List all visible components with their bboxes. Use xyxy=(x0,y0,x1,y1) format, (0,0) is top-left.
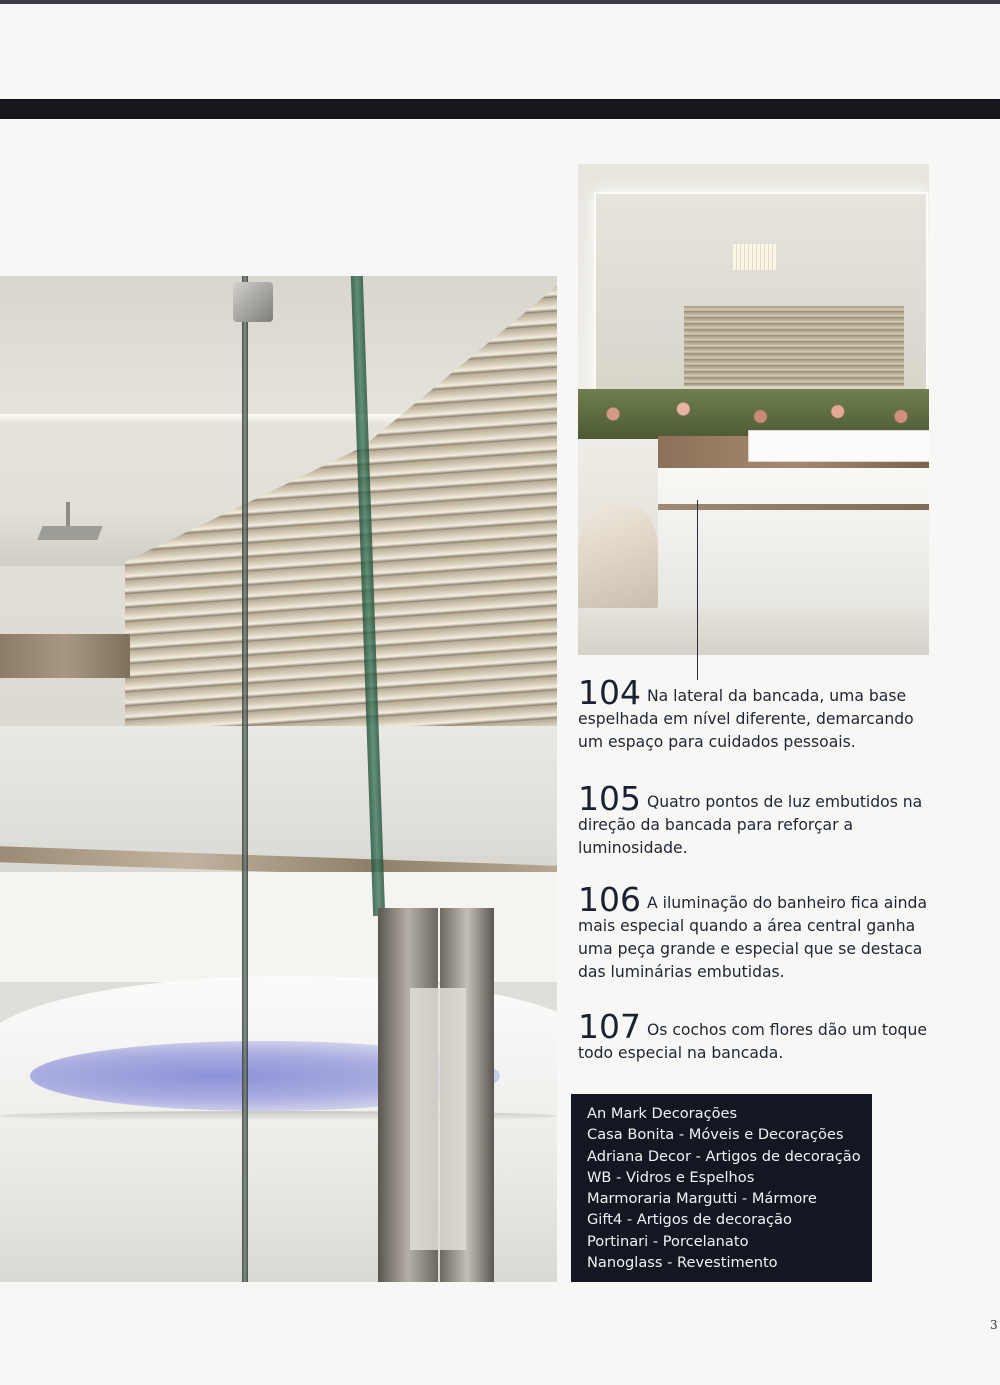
floor xyxy=(578,608,929,655)
caption-number: 106 xyxy=(578,880,641,919)
vanity-cabinet xyxy=(658,468,929,608)
caption-106 xyxy=(578,880,938,984)
sink-basin xyxy=(748,430,929,462)
page-number: 3 xyxy=(990,1318,998,1332)
credits-box xyxy=(571,1094,872,1282)
bathtub-photo xyxy=(0,276,557,1282)
vanity-chair xyxy=(578,504,658,614)
mirror-blinds-reflection xyxy=(684,306,904,386)
glass-door-edge xyxy=(242,276,248,1282)
door-handle-gap xyxy=(410,988,466,1250)
header-bar xyxy=(0,99,1000,119)
credit-line: Portinari - Porcelanato xyxy=(587,1232,749,1250)
cabinet-stone-strip xyxy=(658,504,929,510)
credit-line: WB - Vidros e Espelhos xyxy=(587,1168,755,1186)
page-top-edge xyxy=(0,0,1000,4)
caption-number: 107 xyxy=(578,1007,641,1046)
door-hinge xyxy=(233,282,273,322)
credit-line: Gift4 - Artigos de decoração xyxy=(587,1211,792,1229)
credit-line: Casa Bonita - Móveis e Decorações xyxy=(587,1126,844,1144)
caption-104 xyxy=(578,673,938,754)
shower-pipe xyxy=(66,502,70,528)
caption-text: Na lateral da bancada, uma base espelhada em nível diferente, demarcando um espaço para cuidados pessoais. xyxy=(578,687,914,751)
caption-107 xyxy=(578,1007,938,1065)
caption-number: 104 xyxy=(578,673,641,712)
credit-line: An Mark Decorações xyxy=(587,1105,738,1122)
caption-text: Quatro pontos de luz embutidos na direção da bancada para reforçar a luminosidade. xyxy=(578,793,923,857)
caption-number: 105 xyxy=(578,779,641,818)
chandelier xyxy=(733,244,777,270)
caption-text: Os cochos com flores dão um toque todo especial na bancada. xyxy=(578,1021,927,1062)
caption-105 xyxy=(578,779,938,860)
rain-shower-head xyxy=(37,526,102,540)
caption-text: A iluminação do banheiro fica ainda mais especial quando a área central ganha uma peça grande e especial que se destaca das luminárias embutidas. xyxy=(578,894,928,981)
credit-line: Adriana Decor - Artigos de decoração xyxy=(587,1147,861,1165)
vanity-photo xyxy=(578,164,929,655)
callout-pointer-line xyxy=(697,500,698,680)
credit-line: Marmoraria Margutti - Mármore xyxy=(587,1190,817,1208)
tiled-wall xyxy=(0,726,557,856)
credit-line: Nanoglass - Revestimento xyxy=(587,1254,778,1272)
marble-band xyxy=(0,634,130,678)
